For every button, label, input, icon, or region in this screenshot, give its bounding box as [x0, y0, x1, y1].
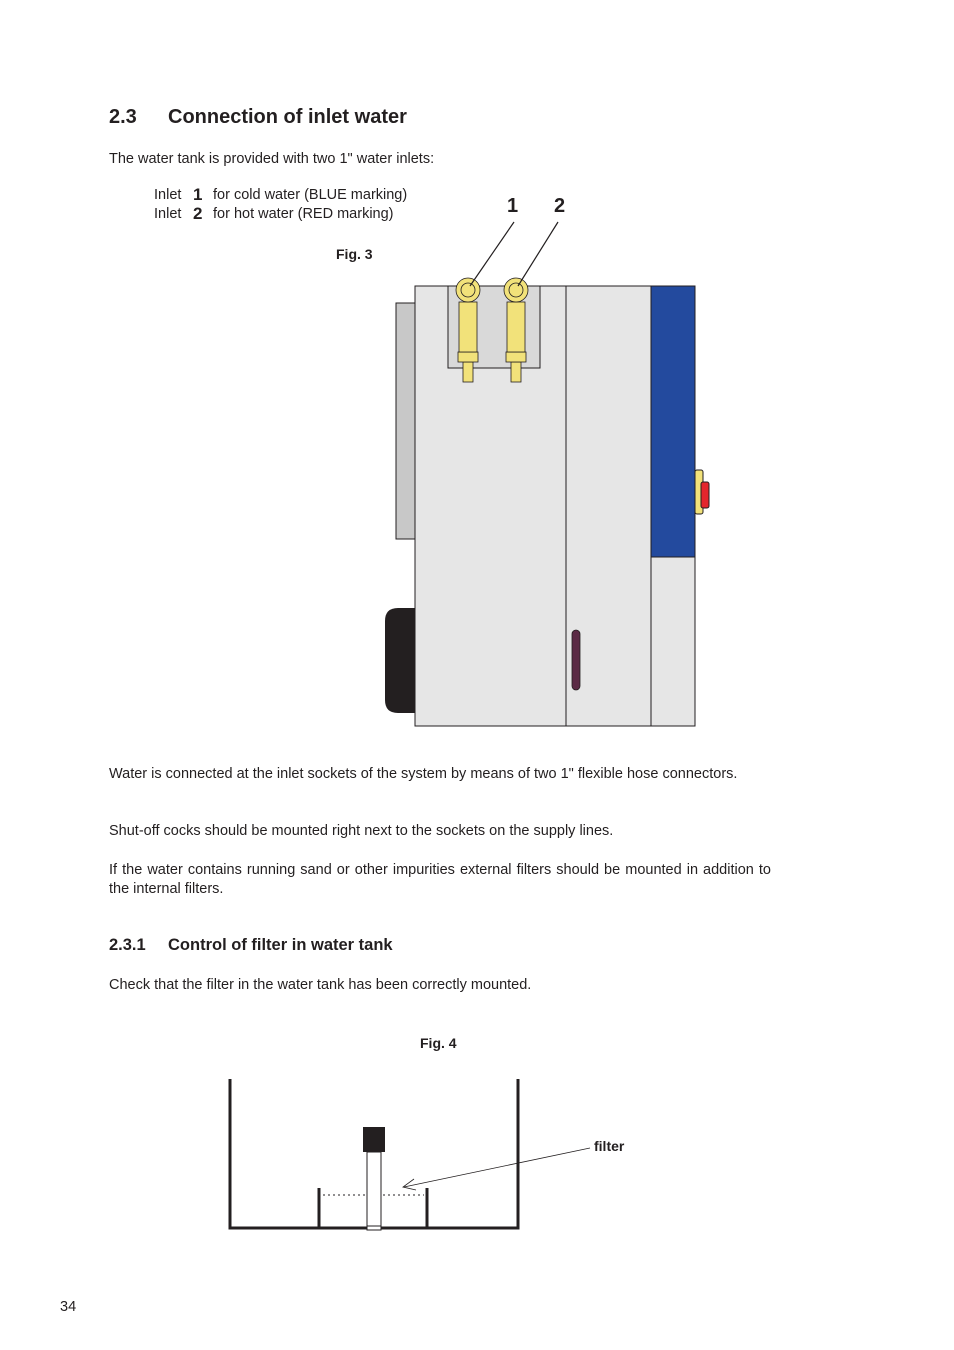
section-title: Connection of inlet water	[168, 106, 407, 128]
paragraph-filters: If the water contains running sand or other impurities external filters should be mounted in addition to the internal filters.	[109, 862, 771, 897]
filter-base	[367, 1226, 381, 1230]
filter-cap	[363, 1127, 385, 1152]
inlet-word: Inlet	[154, 206, 182, 222]
inlet-number: 2	[193, 204, 203, 223]
filter-label: filter	[594, 1138, 625, 1154]
inlet-description: for cold water (BLUE marking)	[213, 187, 408, 203]
fig4-label: Fig. 4	[420, 1035, 457, 1051]
subsection-text: Check that the filter in the water tank has been correctly mounted.	[109, 977, 532, 993]
callout-2: 2	[554, 195, 566, 217]
blue-control-panel	[651, 286, 695, 557]
inlet-item-2	[154, 204, 394, 225]
intro-text: The water tank is provided with two 1" water inlets:	[109, 151, 435, 167]
subsection-title: Control of filter in water tank	[168, 936, 393, 954]
fig3-water-tank-drawing	[370, 210, 720, 730]
red-switch	[701, 482, 709, 508]
leader-line-2	[518, 222, 558, 286]
subsection-heading	[109, 936, 393, 955]
inlet-item-1	[154, 185, 408, 206]
inlet-description: for hot water (RED marking)	[213, 206, 394, 222]
door-handle	[572, 630, 580, 690]
section-heading	[109, 106, 407, 129]
leader-line-1	[470, 222, 514, 286]
bottom-handle-block	[385, 608, 415, 713]
page-number: 34	[60, 1299, 77, 1315]
fig4-filter-drawing	[220, 1070, 640, 1240]
subsection-number: 2.3.1	[109, 936, 146, 954]
inlet-list	[154, 185, 408, 225]
section-number: 2.3	[109, 106, 137, 128]
inlet-number: 1	[193, 185, 203, 204]
inlet-word: Inlet	[154, 187, 182, 203]
side-plate	[396, 303, 415, 539]
paragraph-hose: Water is connected at the inlet sockets of the system by means of two 1" flexible hose connectors.	[109, 766, 738, 782]
callout-1: 1	[507, 195, 519, 217]
filter-leader-line	[404, 1148, 590, 1187]
filter-tube	[367, 1152, 381, 1226]
fig3-label: Fig. 3	[336, 246, 373, 262]
paragraph-shutoff: Shut-off cocks should be mounted right next to the sockets on the supply lines.	[109, 823, 614, 839]
